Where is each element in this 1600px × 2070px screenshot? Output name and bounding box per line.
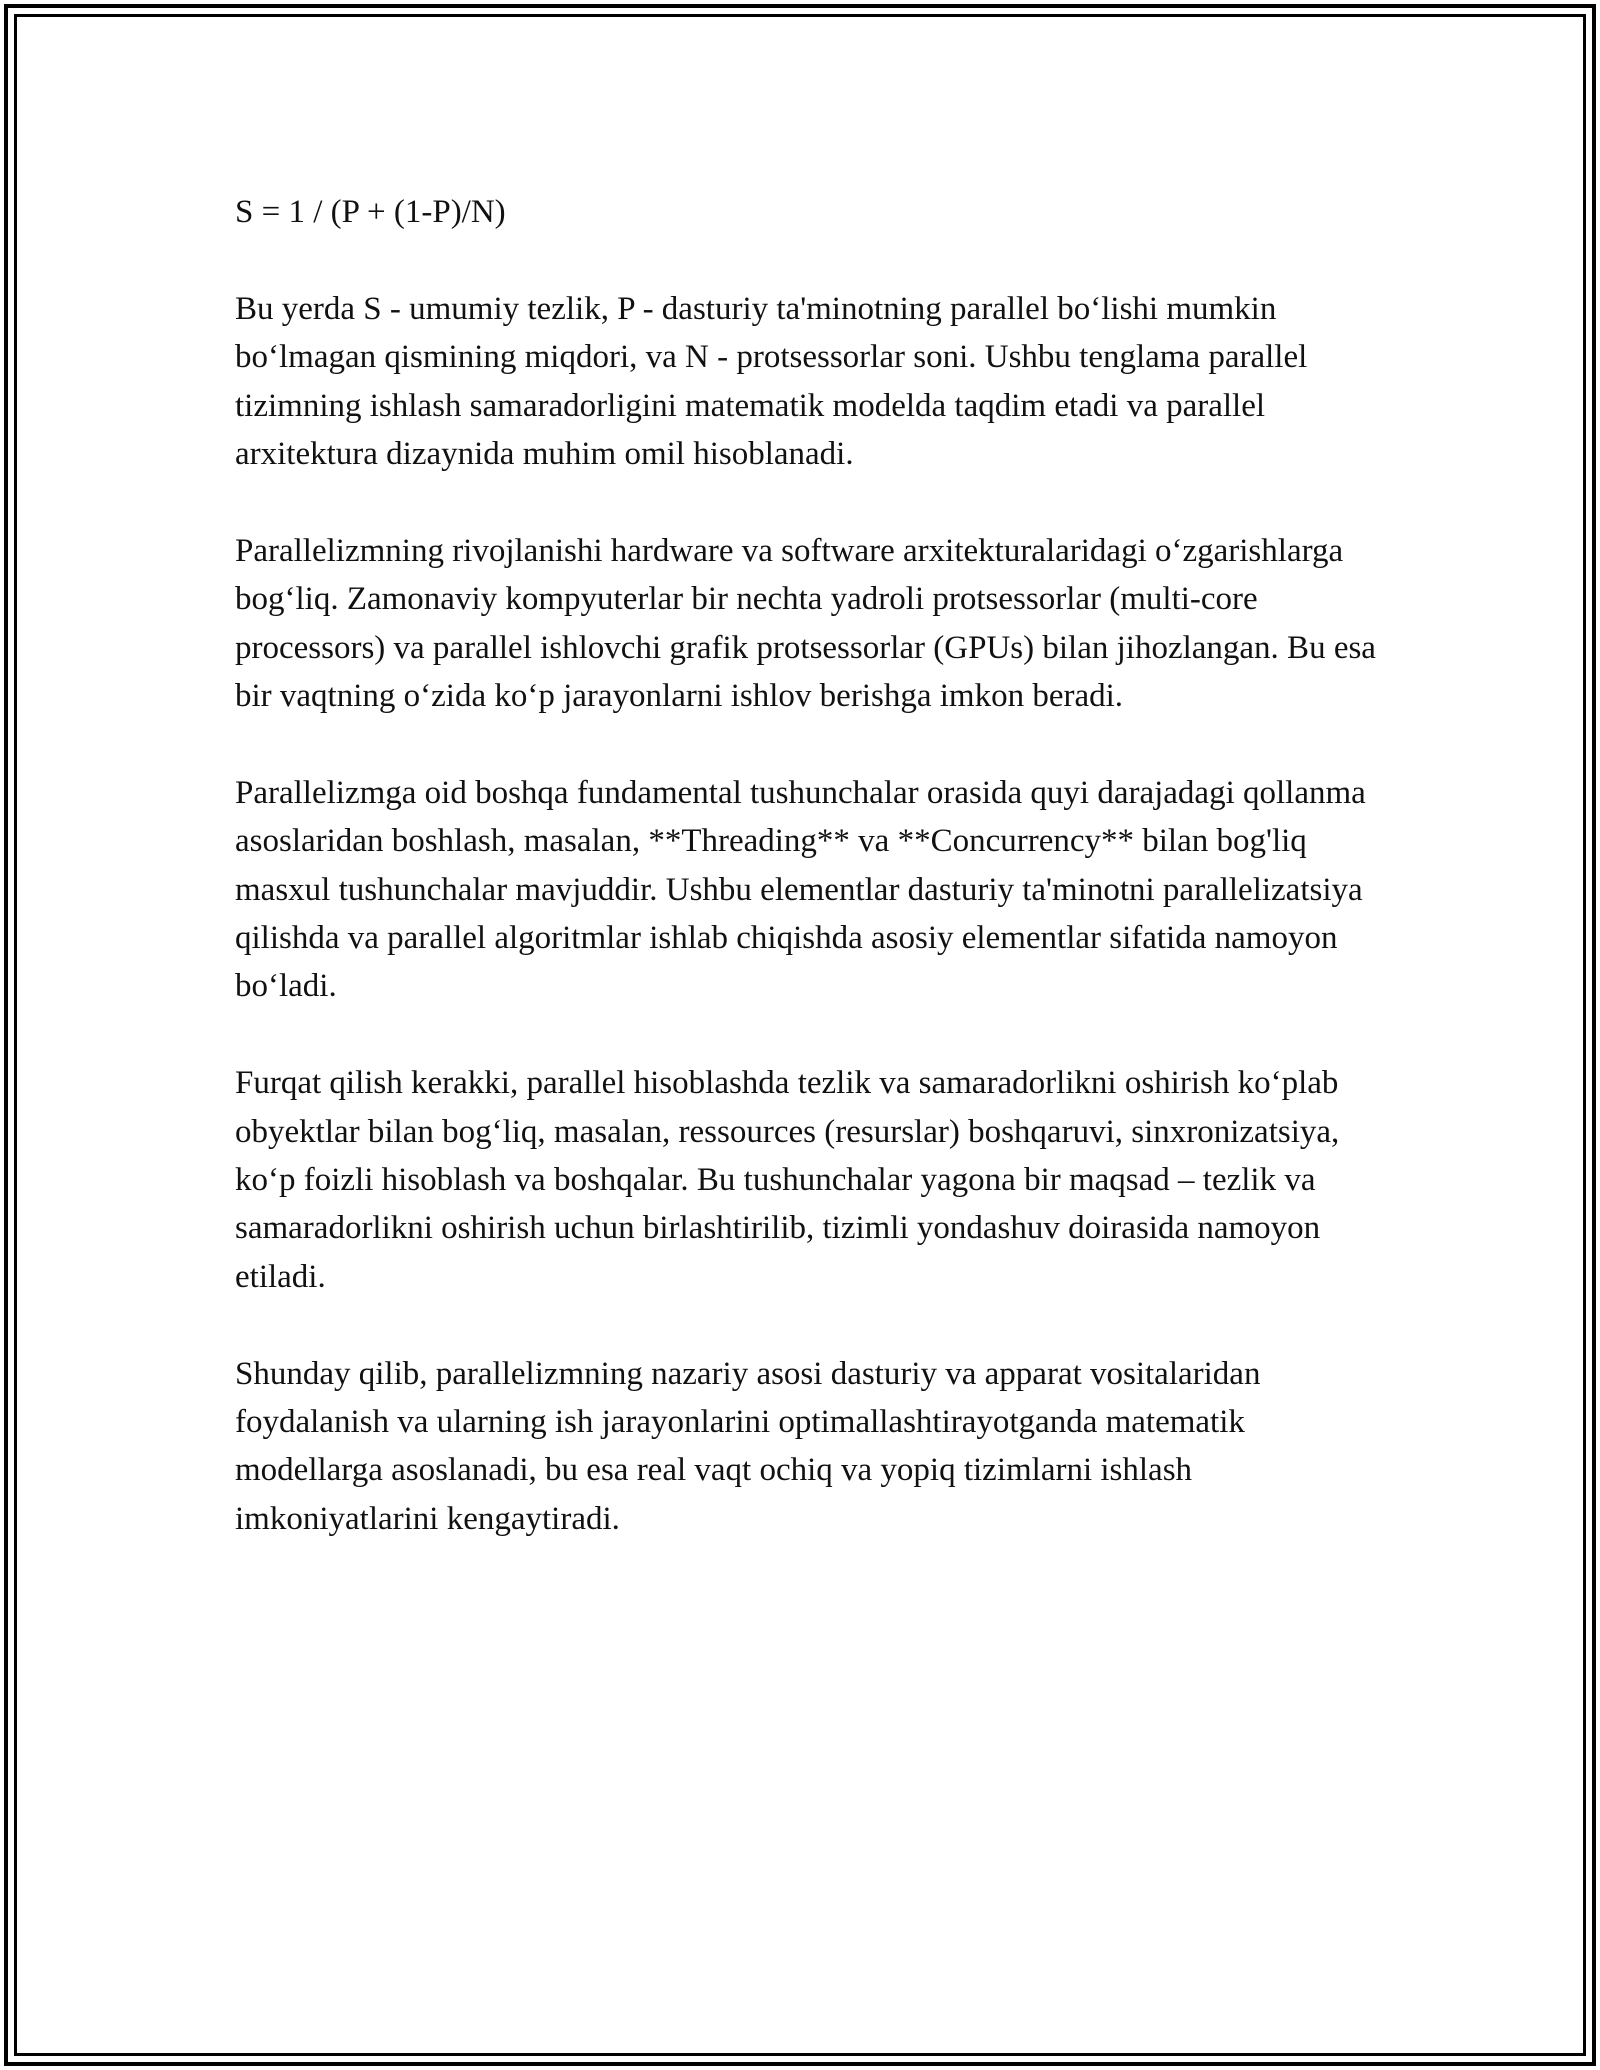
paragraph-efficiency-factors: Furqat qilish kerakki, parallel hisoblashda tezlik va samaradorlikni oshirish ko‘plab obyektlar bilan bog‘liq, masalan, ressources (resurslar) boshqaruvi, sinxronizatsiya, ko‘p foizli hisoblash va boshqalar. Bu tushunchalar yagona bir maqsad – tezlik va samaradorlikni oshirish uchun birlashtirilib, tizimli yondashuv doirasida namoyon etiladi. bbox=[235, 1065, 1340, 1295]
paragraph-formula-explanation: Bu yerda S - umumiy tezlik, P - dasturiy ta'minotning parallel bo‘lishi mumkin bo‘lmagan qismining miqdori, va N - protsessorlar soni. Ushbu tenglama parallel tizimning ishlash samaradorligini matematik modelda taqdim etadi va parallel arxitektura dizaynida muhim omil hisoblanadi. bbox=[235, 290, 1308, 473]
formula-line: S = 1 / (P + (1-P)/N) bbox=[235, 194, 506, 230]
paragraph-hardware-evolution: Parallelizmning rivojlanishi hardware va software arxitekturalaridagi o‘zgarishlarga bog‘liq. Zamonaviy kompyuterlar bir nechta yadroli protsessorlar (multi-core processors) va parallel ishlovchi grafik protsessorlar (GPUs) bilan jihozlangan. Bu esa bir vaqtning o‘zida ko‘p jarayonlarni ishlov berishga imkon beradi. bbox=[235, 532, 1376, 715]
paragraph-fundamental-concepts: Parallelizmga oid boshqa fundamental tushunchalar orasida quyi darajadagi qollanma asoslaridan boshlash, masalan, **Threading** va **Concurrency** bilan bog'liq masxul tushunchalar mavjuddir. Ushbu elementlar dasturiy ta'minotni parallelizatsiya qilishda va parallel algoritmlar ishlab chiqishda asosiy elementlar sifatida namoyon bo‘ladi. bbox=[235, 774, 1366, 1005]
paragraph-conclusion: Shunday qilib, parallelizmning nazariy asosi dasturiy va apparat vositalaridan foydalanish va ularning ish jarayonlarini optimallashtirayotganda matematik modellarga asoslanadi, bu esa real vaqt ochiq va yopiq tizimlarni ishlash imkoniyatlarini kengaytiradi. bbox=[235, 1355, 1261, 1537]
document-body bbox=[235, 188, 1385, 1592]
